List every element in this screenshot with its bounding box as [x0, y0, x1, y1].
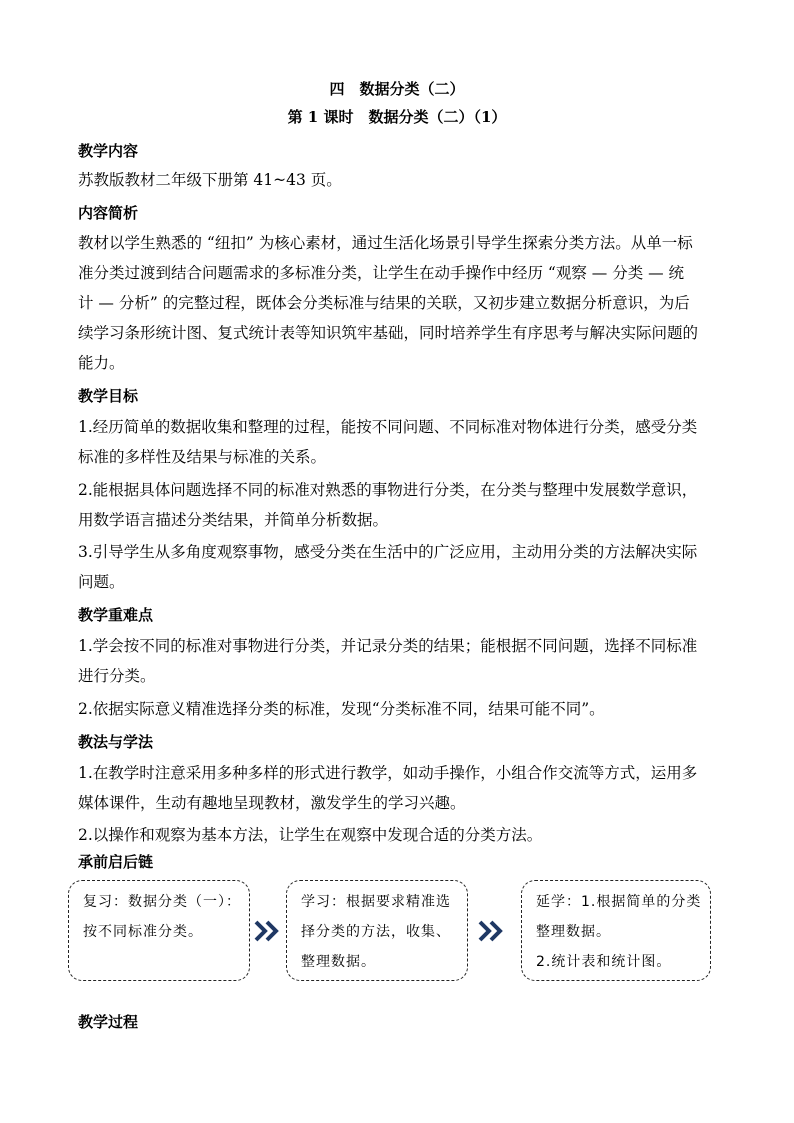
methods-line: 2.以操作和观察为基本方法，让学生在观察中发现合适的分类方法。 — [78, 826, 543, 844]
goals-line: 问题。 — [78, 573, 125, 591]
link-heading: 承前启后链 — [78, 853, 154, 871]
summary-line: 续学习条形统计图、复式统计表等知识筑牢基础，同时培养学生有序思考与解决实际问题的 — [78, 324, 699, 342]
flow-box-line: 整理数据。 — [301, 954, 376, 970]
double-chevron-right-icon — [477, 918, 507, 944]
goals-heading: 教学目标 — [78, 387, 139, 405]
methods-line: 媒体课件，生动有趣地呈现教材，激发学生的学习兴趣。 — [78, 794, 466, 812]
content-heading: 教学内容 — [78, 142, 139, 160]
summary-line: 计 — 分析” 的完整过程，既体会分类标准与结果的关联，又初步建立数据分析意识，为后 — [78, 294, 690, 312]
summary-line: 能力。 — [78, 354, 125, 372]
flow-box-learn — [286, 880, 468, 981]
summary-line: 准分类过渡到结合问题需求的多标准分类，让学生在动手操作中经历 “观察 — 分类 — 统 — [78, 264, 685, 282]
lesson-title: 第 1 课时 数据分类（二）（1） — [287, 108, 507, 126]
flow-box-line: 2.统计表和统计图。 — [536, 954, 672, 970]
goals-line: 2.能根据具体问题选择不同的标准对熟悉的事物进行分类，在分类与整理中发展数学意识， — [78, 481, 698, 499]
methods-heading: 教法与学法 — [78, 733, 154, 751]
summary-heading: 内容简析 — [78, 204, 139, 222]
double-chevron-right-icon — [253, 918, 283, 944]
content-text: 苏教版教材二年级下册第 41~43 页。 — [78, 171, 342, 189]
flow-box-review — [68, 880, 250, 981]
goals-line: 3.引导学生从多角度观察事物，感受分类在生活中的广泛应用，主动用分类的方法解决实际 — [78, 543, 698, 561]
flow-box-line: 整理数据。 — [536, 924, 611, 940]
goals-line: 用数学语言描述分类结果，并简单分析数据。 — [78, 511, 389, 529]
flow-box-line: 复习：数据分类（一）： — [83, 894, 241, 910]
goals-line: 标准的多样性及结果与标准的关系。 — [78, 448, 327, 466]
flow-box-extend — [521, 880, 711, 981]
keypoints-heading: 教学重难点 — [78, 606, 154, 624]
flow-box-line: 学习：根据要求精准选 — [301, 894, 451, 910]
flow-box-line: 择分类的方法，收集、 — [301, 924, 451, 940]
methods-line: 1.在教学时注意采用多种多样的形式进行教学，如动手操作，小组合作交流等方式，运用多 — [78, 764, 698, 782]
summary-line: 教材以学生熟悉的 “纽扣” 为核心素材，通过生活化场景引导学生探索分类方法。从单一标 — [78, 234, 693, 252]
process-heading: 教学过程 — [78, 1013, 139, 1031]
keypoints-line: 1.学会按不同的标准对事物进行分类，并记录分类的结果；能根据不同问题，选择不同标准 — [78, 637, 698, 655]
keypoints-line: 2.依据实际意义精准选择分类的标准，发现“分类标准不同，结果可能不同”。 — [78, 700, 605, 718]
unit-title: 四 数据分类（二） — [329, 80, 465, 98]
flow-box-line: 按不同标准分类。 — [83, 924, 203, 940]
flow-box-line: 延学：1.根据简单的分类 — [536, 894, 702, 910]
keypoints-line: 进行分类。 — [78, 667, 156, 685]
goals-line: 1.经历简单的数据收集和整理的过程，能按不同问题、不同标准对物体进行分类，感受分类 — [78, 418, 698, 436]
